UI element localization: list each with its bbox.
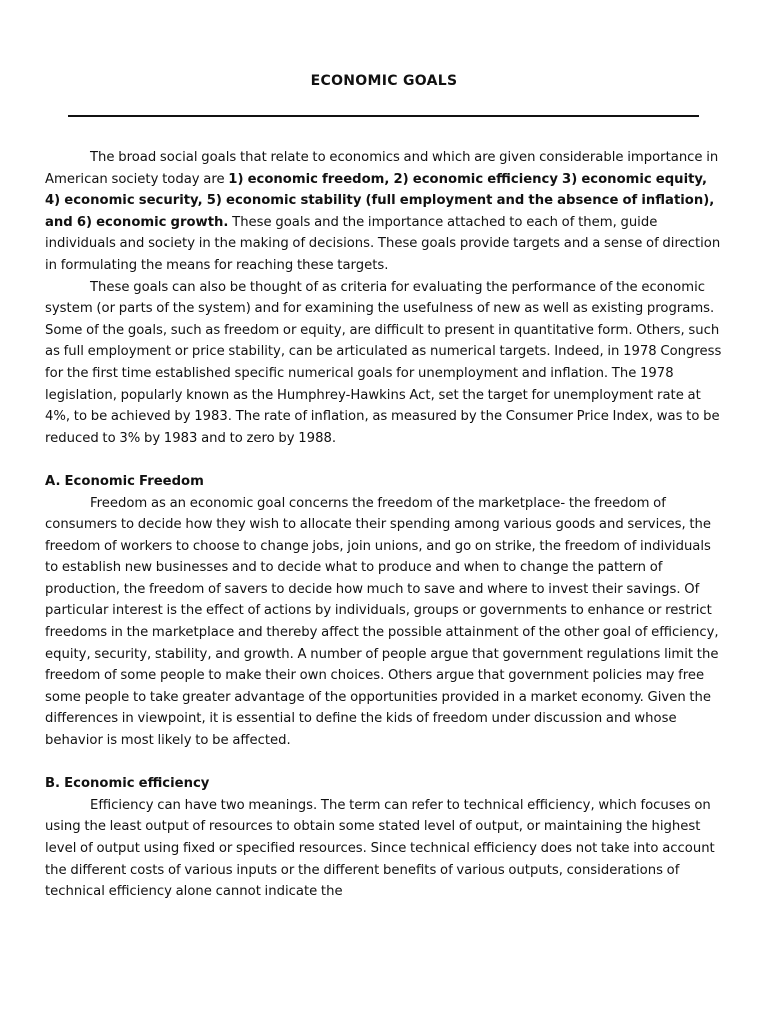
- section-a-heading: A. Economic Freedom: [45, 473, 204, 489]
- section-b-body: Efficiency can have two meanings. The term can refer to technical efficiency, which focuses on using the least output of resources to obtain some stated level of output, or maintaining the highest level of output using fixed or specified resources. Since technical efficiency does not take into account the different costs of various inputs or the different benefits of various outputs, considerations of technical efficiency alone cannot indicate the: [45, 797, 715, 900]
- criteria-paragraph: These goals can also be thought of as criteria for evaluating the performance of the economic system (or parts of the system) and for examining the usefulness of new as well as existing programs. Some of the goals, such as freedom or equity, are difficult to present in quantitative form. Others, such as full employment or price stability, can be articulated as numerical targets. Indeed, in 1978 Congress for the first time established specific numerical goals for unemployment and inflation. The 1978 legislation, popularly known as the Humphrey-Hawkins Act, set the target for unemployment rate at 4%, to be achieved by 1983. The rate of inflation, as measured by the Consumer Price Index, was to be reduced to 3% by 1983 and to zero by 1988.: [45, 279, 722, 446]
- document-body: [45, 147, 723, 903]
- goals-list-bold: 1) economic freedom, 2) economic efficiency 3) economic equity, 4) economic security, 5) economic stability (full employment and the absence of inflation), and 6) economic growth.: [45, 171, 715, 230]
- title-underline: [68, 115, 699, 117]
- intro-paragraph: [45, 147, 723, 277]
- document-title: ECONOMIC GOALS: [310, 73, 458, 89]
- intro-rest: These goals and the importance attached to each of them, guide individuals and society in the making of decisions. These goals provide targets and a sense of direction in formulating the means for reaching these targets.: [45, 214, 721, 273]
- section-a-body: Freedom as an economic goal concerns the freedom of the marketplace- the freedom of consumers to decide how they wish to allocate their spending among various goods and services, the freedom of workers to choose to change jobs, join unions, and go on strike, the freedom of individuals to establish new businesses and to decide what to produce and when to change the pattern of production, the freedom of savers to decide how much to save and where to invest their savings. Of particular interest is the effect of actions by individuals, groups or governments to enhance or restrict freedoms in the marketplace and thereby affect the possible attainment of the other goal of efficiency, equity, security, stability, and growth. A number of people argue that government regulations limit the freedom of some people to make their own choices. Others argue that government policies may free some people to take greater advantage of the opportunities provided in a market economy. Given the differences in viewpoint, it is essential to define the kids of freedom under discussion and whose behavior is most likely to be affected.: [45, 495, 719, 749]
- section-b-heading: B. Economic efficiency: [45, 776, 210, 792]
- intro-text: The broad social goals that relate to economics and which are given considerable importance in American society today are: [45, 150, 719, 187]
